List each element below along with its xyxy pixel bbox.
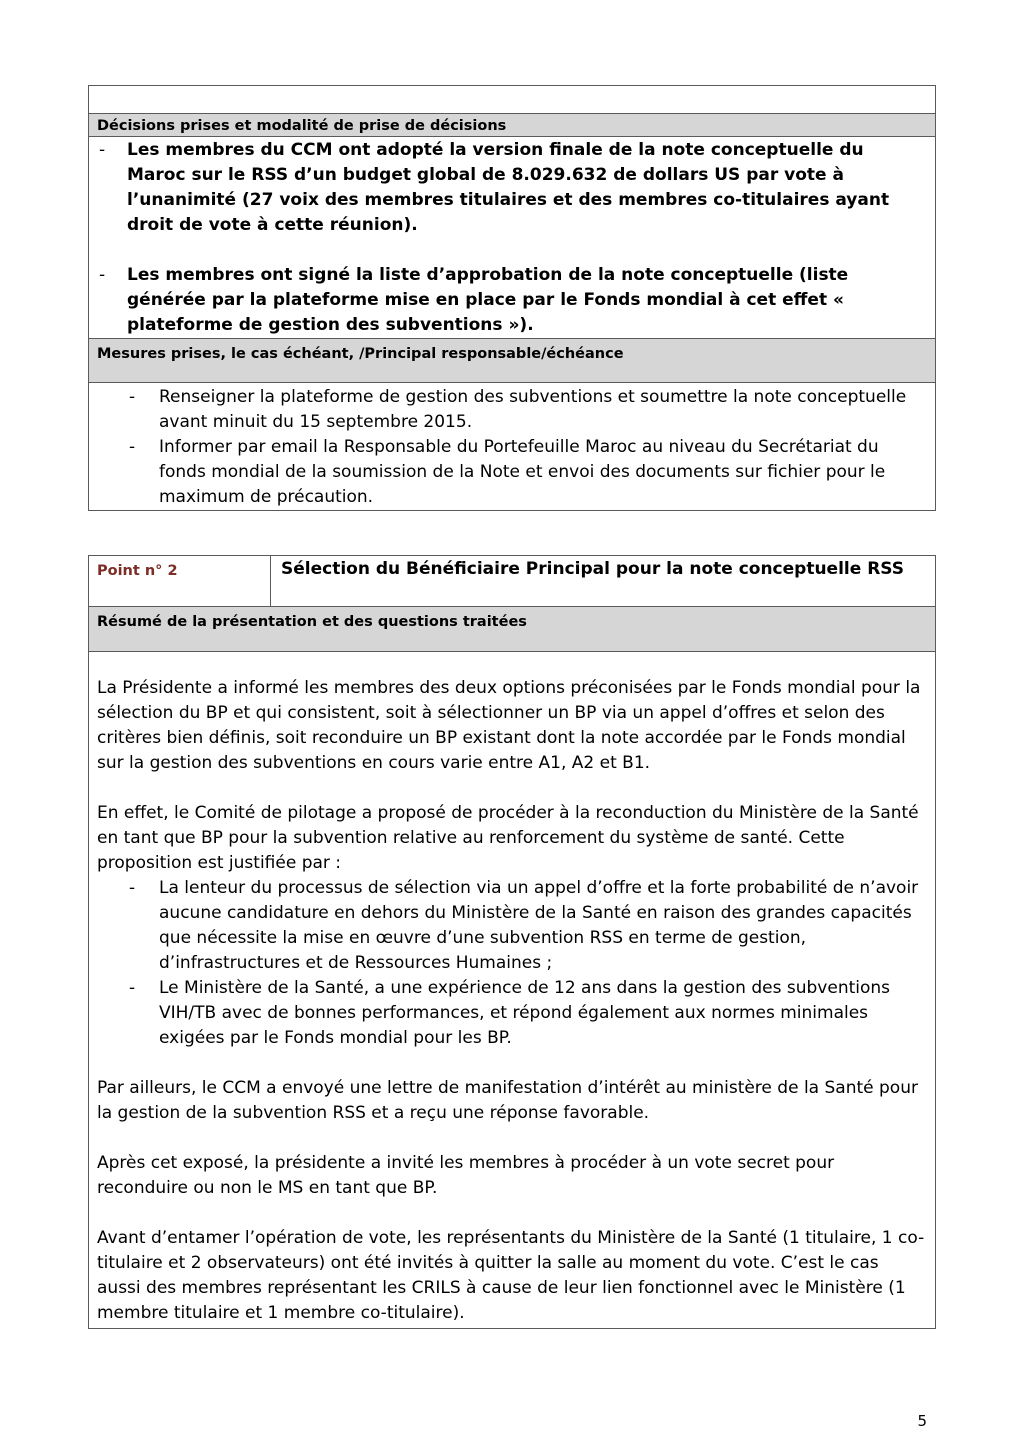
- summary-header: Résumé de la présentation et des questions traitées: [89, 606, 935, 651]
- summary-paragraph-1: La Présidente a informé les membres des deux options préconisées par le Fonds mondial pour la sélection du BP et qui consistent, soit à sélectionner un BP via un appel d’offres et selon des critères bien définis, soit reconduire un BP existant dont la note accordée par le Fonds mondial sur la gestion des subventions en cours varie entre A1, A2 et B1.: [97, 678, 921, 773]
- dash-bullet: -: [99, 140, 106, 160]
- reasons-list: [97, 876, 927, 1051]
- decision-text: Les membres du CCM ont adopté la version finale de la note conceptuelle du Maroc sur le RSS d’un budget global de 8.029.632 de dollars US par vote à l’unanimité (27 voix des membres titulaires et des membres co-titulaires ayant droit de vote à cette réunion).: [127, 140, 890, 235]
- point-title: Sélection du Bénéficiaire Principal pour la note conceptuelle RSS: [281, 559, 905, 579]
- decisions-body: [89, 136, 935, 338]
- measures-list: [97, 385, 927, 510]
- measure-text: Renseigner la plateforme de gestion des subventions et soumettre la note conceptuelle avant minuit du 15 septembre 2015.: [159, 387, 907, 432]
- dash-bullet: -: [129, 978, 136, 998]
- measures-header: Mesures prises, le cas échéant, /Principal responsable/échéance: [89, 338, 935, 382]
- dash-bullet: -: [129, 878, 136, 898]
- point-number: Point n° 2: [89, 556, 271, 606]
- summary-paragraph-4: Après cet exposé, la présidente a invité les membres à procéder à un vote secret pour reconduire ou non le MS en tant que BP.: [97, 1153, 835, 1198]
- dash-bullet: -: [129, 387, 136, 407]
- decision-item: [97, 263, 927, 338]
- reason-text: La lenteur du processus de sélection via un appel d’offre et la forte probabilité de n’avoir aucune candidature en dehors du Ministère de la Santé en raison des grandes capacités que nécessite la mise en œuvre d’une subvention RSS en terme de gestion, d’infrastructures et de Ressources Humaines ;: [159, 878, 919, 973]
- measures-body: [89, 382, 935, 510]
- summary-paragraph-5: Avant d’entamer l’opération de vote, les représentants du Ministère de la Santé (1 titulaire, 1 co-titulaire et 2 observateurs) ont été invités à quitter la salle au moment du vote. C’est le cas aussi des membres représentant les CRILS à cause de leur lien fonctionnel avec le Ministère (1 membre titulaire et 1 membre co-titulaire).: [97, 1228, 925, 1323]
- decisions-list: [97, 138, 927, 338]
- decisions-table: [88, 85, 936, 511]
- reason-text: Le Ministère de la Santé, a une expérience de 12 ans dans la gestion des subventions VIH/TB avec de bonnes performances, et répond également aux normes minimales exigées par le Fonds mondial pour les BP.: [159, 978, 891, 1048]
- measure-item: [97, 385, 927, 435]
- measure-item: [97, 435, 927, 510]
- reason-item: [97, 876, 927, 976]
- decisions-header: Décisions prises et modalité de prise de décisions: [89, 113, 935, 136]
- page-number: 5: [917, 1412, 927, 1430]
- summary-body: [89, 651, 935, 1328]
- measure-text: Informer par email la Responsable du Portefeuille Maroc au niveau du Secrétariat du fonds mondial de la soumission de la Note et envoi des documents sur fichier pour le maximum de précaution.: [159, 437, 886, 507]
- dash-bullet: -: [129, 437, 136, 457]
- summary-paragraph-3: Par ailleurs, le CCM a envoyé une lettre de manifestation d’intérêt au ministère de la Santé pour la gestion de la subvention RSS et a reçu une réponse favorable.: [97, 1078, 918, 1123]
- decision-text: Les membres ont signé la liste d’approbation de la note conceptuelle (liste générée par la plateforme mise en place par le Fonds mondial à cet effet « plateforme de gestion des subventions »).: [127, 265, 849, 335]
- dash-bullet: -: [99, 265, 106, 285]
- empty-top-row: [89, 86, 935, 113]
- point-row: [89, 556, 935, 606]
- summary-paragraph-2: En effet, le Comité de pilotage a proposé de procéder à la reconduction du Ministère de la Santé en tant que BP pour la subvention relative au renforcement du système de santé. Cette proposition est justifiée par :: [97, 803, 919, 873]
- reason-item: [97, 976, 927, 1051]
- decision-item: [97, 138, 927, 238]
- point-2-table: [88, 555, 936, 1329]
